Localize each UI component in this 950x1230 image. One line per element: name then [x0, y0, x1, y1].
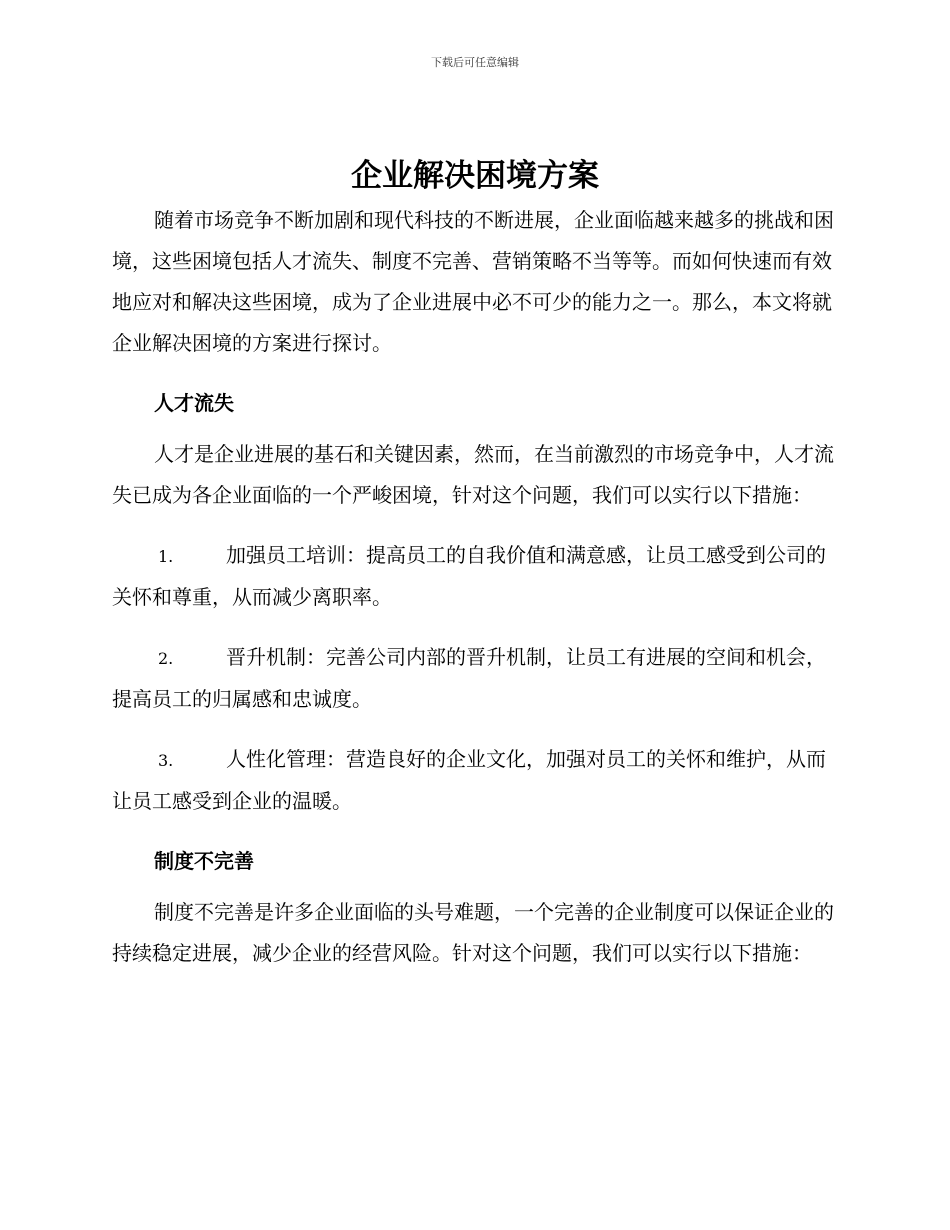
section-heading-imperfect-system: 制度不完善: [154, 849, 254, 873]
list-text: 人性化管理：营造良好的企业文化，加强对员工的关怀和维护，从而让员工感受到企业的温暖。: [112, 747, 826, 813]
list-text: 晋升机制：完善公司内部的晋升机制，让员工有进展的空间和机会，提高员工的归属感和忠诚度。: [112, 645, 826, 711]
list-item: [112, 637, 834, 720]
list-number: 1.: [158, 547, 174, 566]
list-text: 加强员工培训：提高员工的自我价值和满意感，让员工感受到公司的关怀和尊重，从而减少离职率。: [112, 543, 826, 609]
intro-paragraph: 随着市场竞争不断加剧和现代科技的不断进展，企业面临越来越多的挑战和困境，这些困境包括人才流失、制度不完善、营销策略不当等等。而如何快速而有效地应对和解决这些困境，成为了企业进展中必不可少的能力之一。那么，本文将就企业解决困境的方案进行探讨。: [112, 208, 834, 355]
list-number: 3.: [158, 751, 174, 770]
list-item: [112, 739, 834, 822]
document-body: [112, 200, 834, 974]
document-title: 企业解决困境方案: [351, 158, 599, 194]
header-note: 下载后可任意编辑: [431, 56, 519, 69]
list-number: 2.: [158, 649, 174, 668]
section-body-imperfect-system: 制度不完善是许多企业面临的头号难题，一个完善的企业制度可以保证企业的持续稳定进展，减少企业的经营风险。针对这个问题，我们可以实行以下措施：: [112, 900, 834, 965]
section-body-talent-loss: 人才是企业进展的基石和关键因素，然而，在当前激烈的市场竞争中，人才流失已成为各企业面临的一个严峻困境，针对这个问题，我们可以实行以下措施：: [112, 442, 834, 507]
list-item: [112, 535, 834, 618]
section-heading-talent-loss: 人才流失: [154, 391, 234, 415]
